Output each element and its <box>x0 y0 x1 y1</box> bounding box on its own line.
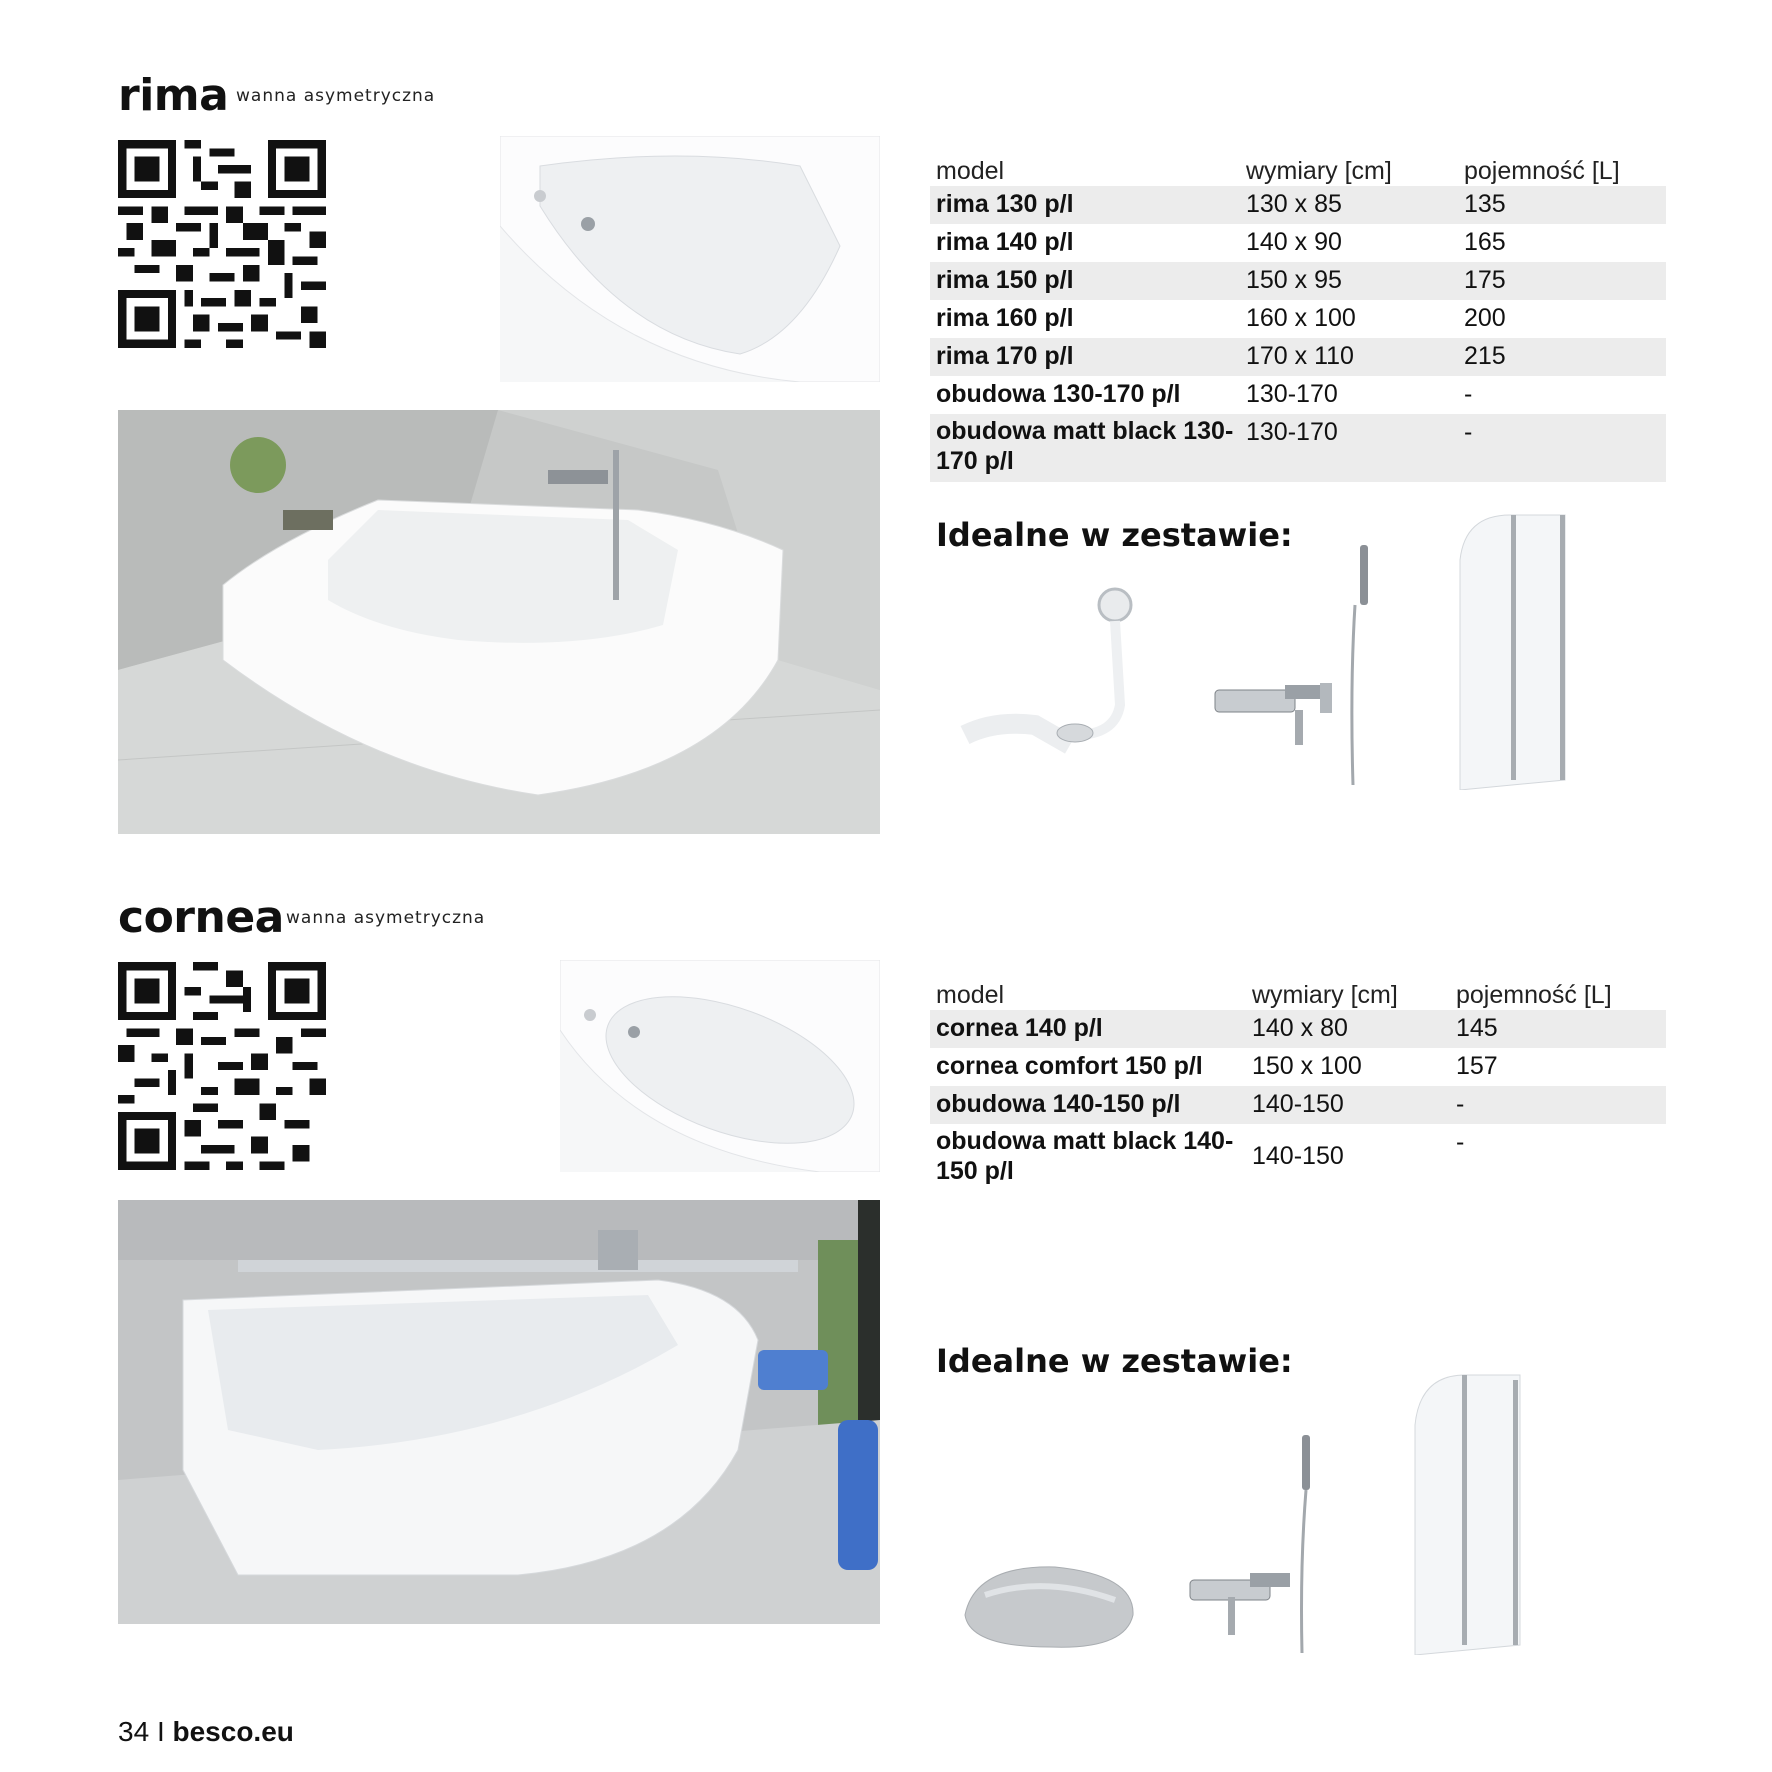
page-footer <box>118 1716 294 1748</box>
cornea-spec-table <box>930 972 1666 1188</box>
cell-capacity: 135 <box>1458 186 1666 224</box>
cornea-top-view-image <box>560 960 880 1172</box>
page-number: 34 <box>118 1716 150 1747</box>
table-row <box>930 1010 1666 1048</box>
cell-capacity: - <box>1464 380 1473 408</box>
cell-model: obudowa matt black 130-170 p/l <box>930 414 1240 482</box>
rima-ideal-heading: Idealne w zestawie: <box>936 516 1293 554</box>
table-row <box>930 1124 1666 1188</box>
cell-capacity: - <box>1450 1086 1666 1124</box>
cornea-title: cornea <box>118 892 284 943</box>
cell-model: rima 160 p/l <box>936 304 1074 332</box>
table-row <box>930 186 1666 224</box>
cell-model: obudowa 130-170 p/l <box>936 380 1181 408</box>
rima-title: rima <box>118 70 229 121</box>
cell-capacity: 215 <box>1458 338 1666 376</box>
bath-screen-product-image <box>1455 510 1575 790</box>
cell-capacity: 165 <box>1464 228 1506 256</box>
cell-model: rima 150 p/l <box>930 262 1240 300</box>
cell-capacity: 175 <box>1458 262 1666 300</box>
cell-model: obudowa 140-150 p/l <box>930 1086 1246 1124</box>
cornea-subtitle: wanna asymetryczna <box>286 908 486 928</box>
table-header-row <box>930 148 1666 186</box>
cell-dimensions: 140 x 90 <box>1246 228 1342 256</box>
rima-top-view-image <box>500 136 880 382</box>
cell-model: rima 140 p/l <box>936 228 1074 256</box>
table-row <box>930 262 1666 300</box>
cell-model: rima 130 p/l <box>930 186 1240 224</box>
header-capacity: pojemność [L] <box>1464 157 1620 185</box>
bath-screen-product-image <box>1410 1370 1530 1655</box>
header-dimensions: wymiary [cm] <box>1246 157 1392 185</box>
bath-mixer-product-image <box>1205 535 1375 790</box>
cell-dimensions: 140-150 <box>1252 1142 1344 1170</box>
cell-dimensions: 140-150 <box>1246 1086 1450 1124</box>
cell-dimensions: 150 x 95 <box>1240 262 1458 300</box>
header-model: model <box>936 157 1005 185</box>
table-row <box>930 414 1666 482</box>
header-model: model <box>936 981 1005 1009</box>
cell-dimensions: 130 x 85 <box>1240 186 1458 224</box>
cornea-ideal-heading: Idealne w zestawie: <box>936 1342 1293 1380</box>
cell-model: cornea comfort 150 p/l <box>936 1052 1203 1080</box>
bath-mixer-product-image <box>1180 1425 1350 1655</box>
website-link[interactable]: besco.eu <box>172 1716 294 1747</box>
cell-model: obudowa matt black 140-150 p/l <box>936 1127 1234 1185</box>
table-row <box>930 376 1666 414</box>
footer-separator: I <box>156 1716 165 1747</box>
cell-dimensions: 130-170 <box>1246 380 1338 408</box>
cell-dimensions: 140 x 80 <box>1246 1010 1450 1048</box>
cell-dimensions: 150 x 100 <box>1252 1052 1362 1080</box>
cell-capacity: - <box>1456 1128 1465 1156</box>
headrest-product-image <box>955 1555 1145 1655</box>
cell-model: rima 170 p/l <box>930 338 1240 376</box>
header-dimensions: wymiary [cm] <box>1252 981 1398 1009</box>
cell-capacity: 200 <box>1464 304 1506 332</box>
siphon-product-image <box>955 585 1145 765</box>
rima-qr-code[interactable] <box>118 140 326 353</box>
table-row <box>930 338 1666 376</box>
cornea-qr-code[interactable] <box>118 962 326 1175</box>
cell-dimensions: 130-170 <box>1240 414 1458 482</box>
rima-bathroom-photo <box>118 410 880 834</box>
table-row <box>930 1086 1666 1124</box>
table-row <box>930 1048 1666 1086</box>
header-capacity: pojemność [L] <box>1456 981 1612 1009</box>
cornea-bathroom-photo <box>118 1200 880 1624</box>
table-row <box>930 300 1666 338</box>
rima-spec-table <box>930 148 1666 482</box>
cell-dimensions: 160 x 100 <box>1246 304 1356 332</box>
rima-subtitle: wanna asymetryczna <box>236 86 436 106</box>
cell-capacity: 157 <box>1456 1052 1498 1080</box>
cell-model: cornea 140 p/l <box>930 1010 1246 1048</box>
table-row <box>930 224 1666 262</box>
table-header-row <box>930 972 1666 1010</box>
cell-capacity: 145 <box>1450 1010 1666 1048</box>
cell-dimensions: 170 x 110 <box>1240 338 1458 376</box>
cell-capacity: - <box>1458 414 1666 482</box>
